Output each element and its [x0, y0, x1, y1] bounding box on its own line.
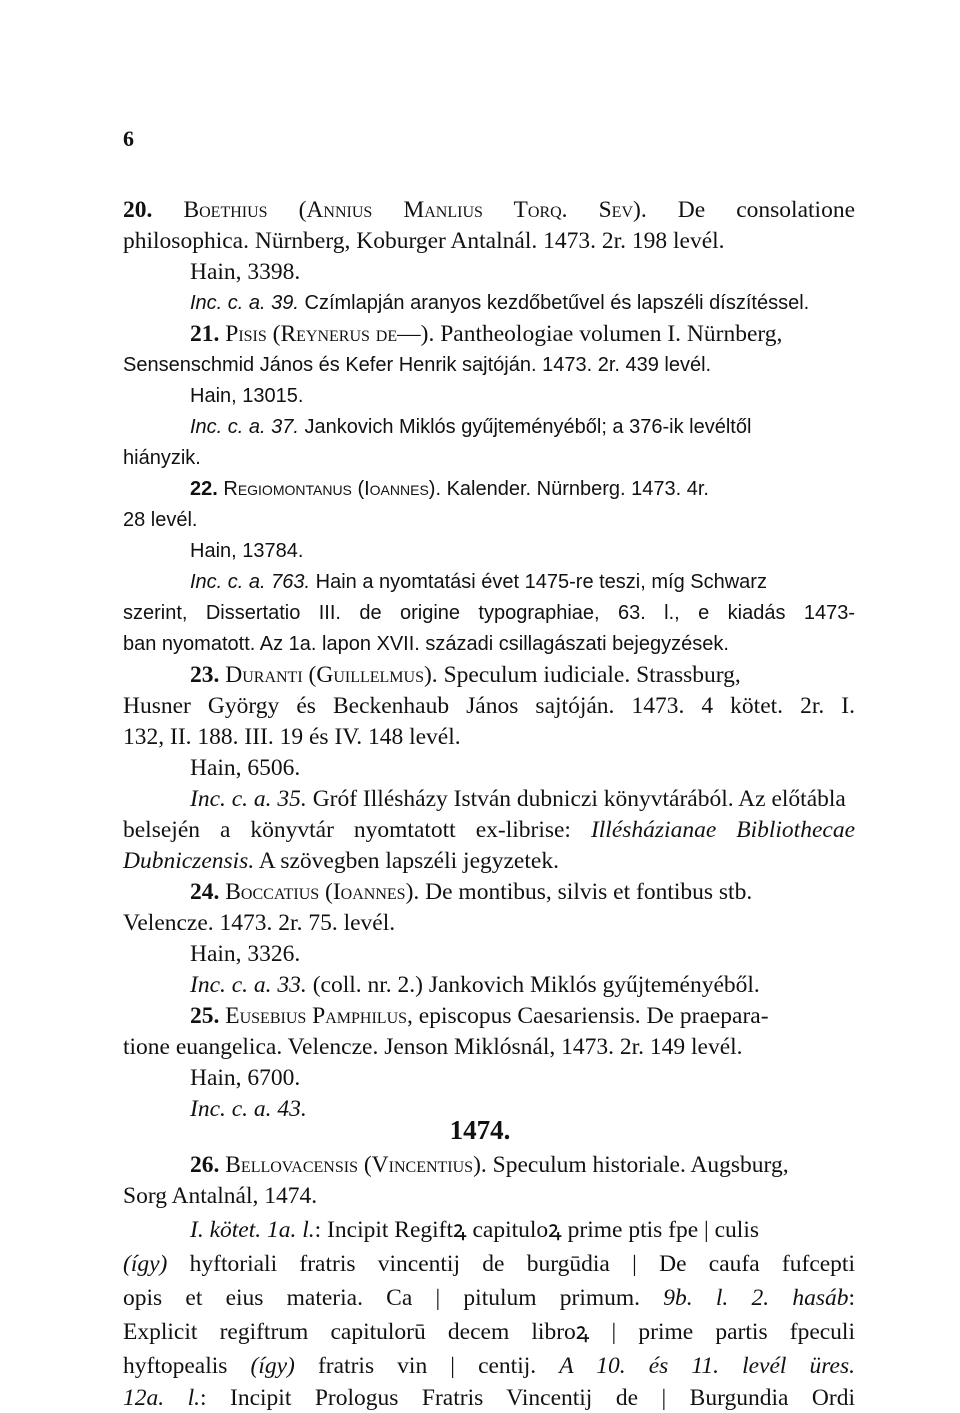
- text-line: Inc. c. a. 43.: [190, 1096, 307, 1122]
- text-line: Sorg Antalnál, 1474.: [123, 1183, 318, 1209]
- text-line: Hain, 6506.: [190, 755, 301, 781]
- text-line: ban nyomatott. Az 1a. lapon XVII. századi csillagászati bejegyzések.: [123, 633, 729, 655]
- text-line: 24. Boccatius (Ioannes). De montibus, silvis et fontibus stb.: [190, 879, 753, 905]
- text-line: tione euangelica. Velencze. Jenson Miklósnál, 1473. 2r. 149 levél.: [123, 1034, 743, 1060]
- text-line: opis et eius materia. Ca | pitulum primum. 9b. l. 2. hasáb:: [123, 1285, 855, 1311]
- text-line: Hain, 3326.: [190, 941, 301, 967]
- text-line: szerint, Dissertatio III. de origine typographiae, 63. l., e kiadás 1473-: [123, 602, 855, 624]
- text-line: Inc. c. a. 35. Gróf Illésházy István dubniczi könyvtárából. Az előtábla: [190, 786, 846, 812]
- text-line: philosophica. Nürnberg, Koburger Antalnál. 1473. 2r. 198 levél.: [123, 228, 725, 254]
- text-line: 26. Bellovacensis (Vincentius). Speculum historiale. Augsburg,: [190, 1152, 789, 1178]
- text-line: 21. Pisis (Reynerus de—). Pantheologiae volumen I. Nürnberg,: [190, 321, 783, 347]
- text-line: Hain, 13784.: [190, 540, 304, 562]
- text-line: Hain, 3398.: [190, 259, 301, 285]
- text-line: hyftopealis (így) fratris vin | centij. A 10. és 11. levél üres.: [123, 1353, 855, 1379]
- text-line: Dubniczensis. A szövegben lapszéli jegyzetek.: [123, 848, 559, 874]
- text-line: Inc. c. a. 763. Hain a nyomtatási évet 1475-re teszi, míg Schwarz: [190, 571, 767, 593]
- text-line: 23. Duranti (Guillelmus). Speculum iudiciale. Strassburg,: [190, 662, 741, 688]
- text-line: 20. Boethius (Annius Manlius Torq. Sev). De consolatione: [123, 197, 856, 223]
- text-line: Hain, 13015.: [190, 385, 304, 407]
- page-number: 6: [123, 126, 134, 151]
- text-line: 12a. l.: Incipit Prologus Fratris Vincentij de | Burgundia Ordi: [123, 1385, 856, 1411]
- text-line: I. kötet. 1a. l.: Incipit Regiftꝝ capituloꝝ prime ptis fpe | culis: [190, 1217, 759, 1243]
- text-line: Husner György és Beckenhaub János sajtóján. 1473. 4 kötet. 2r. I.: [123, 693, 855, 719]
- text-line: Sensenschmid János és Kefer Henrik sajtóján. 1473. 2r. 439 levél.: [123, 354, 712, 376]
- text-line: hiányzik.: [123, 447, 201, 469]
- text-line: Inc. c. a. 39. Czímlapján aranyos kezdőbetűvel és lapszéli díszítéssel.: [190, 292, 810, 314]
- text-line: belsején a könyvtár nyomtatott ex-librise: Illésházianae Bibliothecae: [123, 817, 856, 843]
- text-line: Explicit regiftrum capitulorū decem libroꝝ | prime partis fpeculi: [123, 1319, 855, 1345]
- text-line: 25. Eusebius Pamphilus, episcopus Caesariensis. De praepara-: [190, 1003, 769, 1029]
- text-line: Inc. c. a. 37. Jankovich Miklós gyűjteményéből; a 376-ik levéltől: [190, 416, 752, 438]
- text-line: 132, II. 188. III. 19 és IV. 148 levél.: [123, 724, 461, 750]
- text-line: 22. Regiomontanus (Ioannes). Kalender. Nürnberg. 1473. 4r.: [190, 478, 709, 500]
- text-line: Hain, 6700.: [190, 1065, 301, 1091]
- text-line: 28 levél.: [123, 509, 198, 531]
- year-heading: 1474.: [449, 1115, 511, 1145]
- text-line: (így) hyftoriali fratris vincentij de burgūdia | De caufa fufcepti: [123, 1251, 855, 1277]
- text-line: Velencze. 1473. 2r. 75. levél.: [123, 910, 396, 936]
- text-line: Inc. c. a. 33. (coll. nr. 2.) Jankovich Miklós gyűjteményéből.: [190, 972, 760, 998]
